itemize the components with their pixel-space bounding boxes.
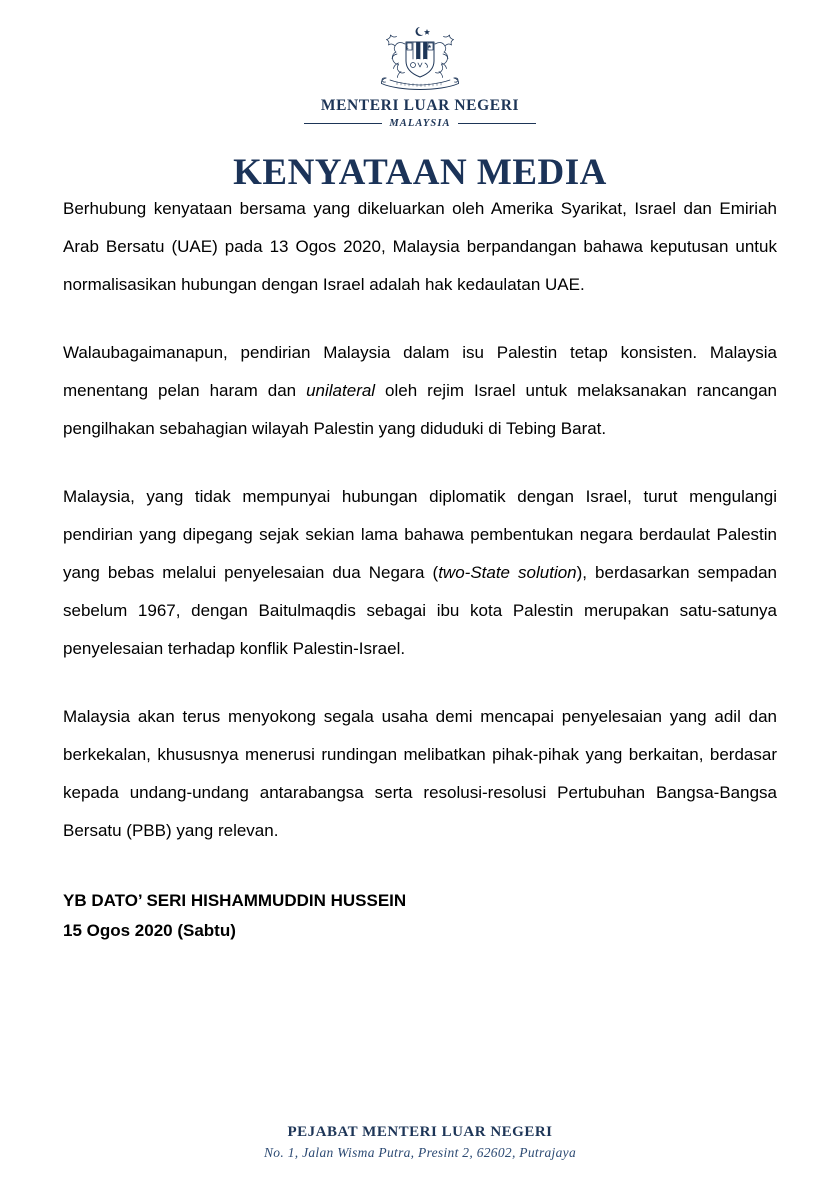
paragraph-2 [63, 334, 777, 448]
signatory-date: 15 Ogos 2020 (Sabtu) [63, 921, 236, 940]
paragraph-1: Berhubung kenyataan bersama yang dikeluarkan oleh Amerika Syarikat, Israel dan Emiriah Arab Bersatu (UAE) pada 13 Ogos 2020, Malaysia berpandangan bahawa keputusan untuk normalisasikan hubungan dengan Israel adalah hak kedaulatan UAE. [63, 199, 777, 294]
paragraph-4: Malaysia akan terus menyokong segala usaha demi mencapai penyelesaian yang adil dan berkekalan, khususnya menerusi rundingan melibatkan pihak-pihak yang berkaitan, berdasar kepada undang-undang antarabangsa serta resolusi-resolusi Pertubuhan Bangsa-Bangsa Bersatu (PBB) yang relevan. [63, 707, 777, 840]
paragraph-2-text-before: Walaubagaimanapun, pendirian Malaysia dalam isu Palestin tetap konsisten. Malaysia menentang pelan haram dan [63, 343, 777, 400]
ministry-country-row [0, 118, 840, 129]
page-title: KENYATAAN MEDIA [233, 152, 607, 193]
signature-block [63, 886, 777, 946]
divider-left [304, 123, 382, 124]
document-footer [0, 1124, 840, 1161]
paragraph-2-text-after: oleh rejim Israel untuk melaksanakan rancangan pengilhakan sebahagian wilayah Palestin yang diduduki di Tebing Barat. [63, 381, 777, 438]
ministry-name: MENTERI LUAR NEGERI [320, 97, 520, 114]
ministry-country: MALAYSIA [389, 118, 451, 129]
paragraph-3-emphasis: two-State solution [438, 563, 577, 582]
malaysia-coat-of-arms-icon [364, 24, 476, 90]
footer-office-name: PEJABAT MENTERI LUAR NEGERI [287, 1124, 553, 1140]
document-body [63, 190, 777, 946]
divider-right [458, 123, 536, 124]
footer-address: No. 1, Jalan Wisma Putra, Presint 2, 62602, Putrajaya [263, 1145, 577, 1160]
paragraph-3-text-after: ), berdasarkan sempadan sebelum 1967, dengan Baitulmaqdis sebagai ibu kota Palestin merupakan satu-satunya penyelesaian terhadap konflik Palestin-Israel. [63, 563, 777, 658]
letterhead [0, 0, 840, 129]
paragraph-3 [63, 478, 777, 668]
signatory-name: YB DATO’ SERI HISHAMMUDDIN HUSSEIN [63, 891, 407, 910]
paragraph-3-text-before: Malaysia, yang tidak mempunyai hubungan diplomatik dengan Israel, turut mengulangi pendirian yang dipegang sejak sekian lama bahawa pembentukan negara berdaulat Palestin yang bebas melalui penyelesaian dua Negara ( [63, 487, 777, 582]
paragraph-2-emphasis: unilateral [306, 381, 376, 400]
